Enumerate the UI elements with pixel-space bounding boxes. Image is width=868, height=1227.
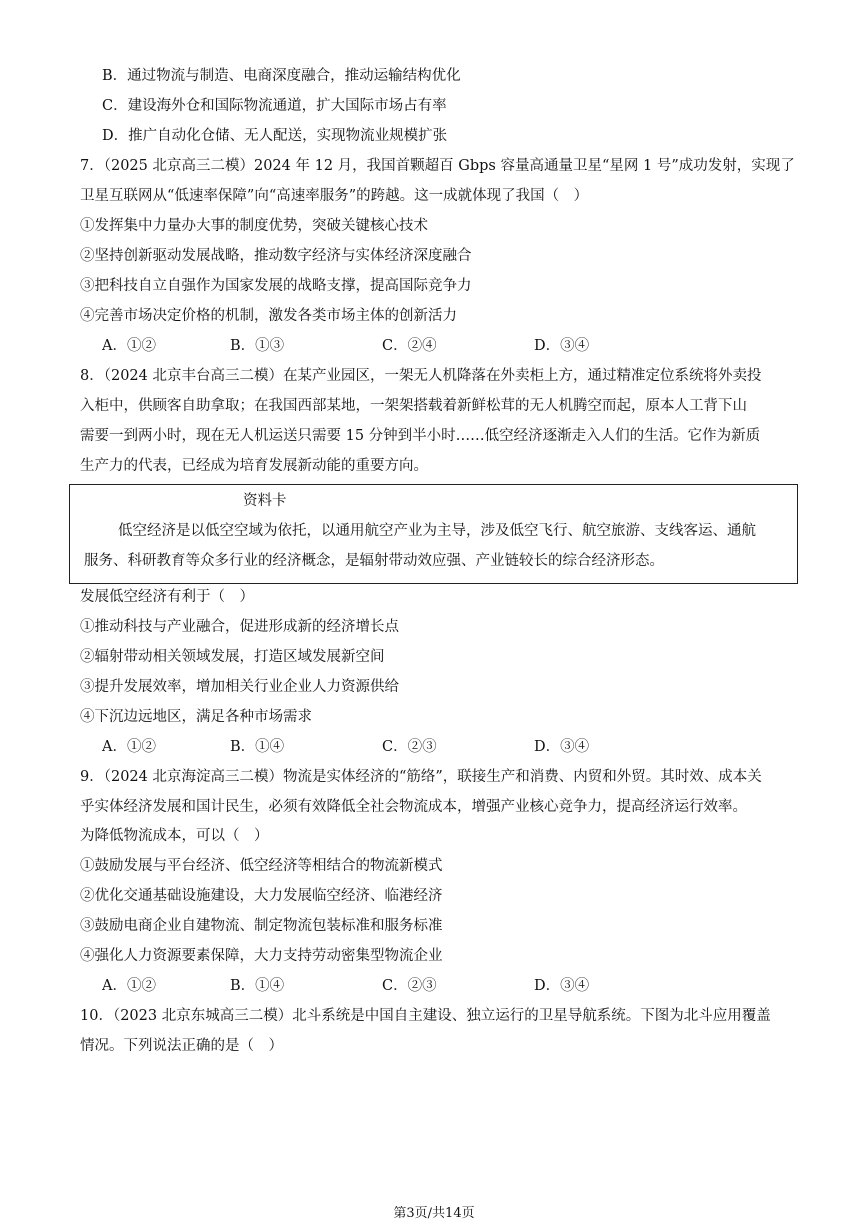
q8-statement-1: ①推动科技与产业融合，促进形成新的经济增长点 bbox=[80, 619, 399, 635]
q9-statement-4: ④强化人力资源要素保障，大力支持劳动密集型物流企业 bbox=[80, 948, 443, 964]
q7-option-d: D．③④ bbox=[534, 338, 590, 354]
q7-statement-4: ④完善市场决定价格的机制，激发各类市场主体的创新活力 bbox=[80, 308, 457, 324]
q7-statement-2: ②坚持创新驱动发展战略，推动数字经济与实体经济深度融合 bbox=[80, 248, 472, 264]
q9-statement-1: ①鼓励发展与平台经济、低空经济等相结合的物流新模式 bbox=[80, 858, 443, 874]
q9-option-a: A．①② bbox=[102, 978, 156, 994]
q9-stem-line-1: 9．（2024 北京海淀高三二模）物流是实体经济的“筋络”，联接生产和消费、内贸和外贸。其时效、成本关 bbox=[80, 769, 762, 785]
q8-question: 发展低空经济有利于（ ） bbox=[80, 589, 254, 605]
q6-option-d: D．推广自动化仓储、无人配送，实现物流业规模扩张 bbox=[102, 128, 448, 144]
q9-option-d: D．③④ bbox=[534, 978, 590, 994]
q8-stem-line-1: 8．（2024 北京丰台高三二模）在某产业园区，一架无人机降落在外卖柜上方，通过精准定位系统将外卖投 bbox=[80, 368, 762, 384]
q8-statement-3: ③提升发展效率，增加相关行业企业人力资源供给 bbox=[80, 679, 399, 695]
info-card-title: 资料卡 bbox=[243, 493, 287, 509]
q9-stem-line-3: 为降低物流成本，可以（ ） bbox=[80, 828, 269, 844]
q9-option-b: B．①④ bbox=[230, 978, 285, 994]
q8-statement-2: ②辐射带动相关领域发展，打造区域发展新空间 bbox=[80, 649, 385, 665]
q9-statement-3: ③鼓励电商企业自建物流、制定物流包装标准和服务标准 bbox=[80, 918, 443, 934]
q8-option-c: C．②③ bbox=[382, 739, 437, 755]
q6-option-b: B．通过物流与制造、电商深度融合，推动运输结构优化 bbox=[102, 68, 461, 84]
q7-statement-3: ③把科技自立自强作为国家发展的战略支撑，提高国际竞争力 bbox=[80, 278, 472, 294]
q8-stem-line-4: 生产力的代表，已经成为培育发展新动能的重要方向。 bbox=[80, 458, 428, 474]
info-card bbox=[69, 484, 798, 584]
q7-statement-1: ①发挥集中力量办大事的制度优势，突破关键核心技术 bbox=[80, 218, 428, 234]
q7-option-b: B．①③ bbox=[230, 338, 285, 354]
info-card-line-2: 服务、科研教育等众多行业的经济概念，是辐射带动效应强、产业链较长的综合经济形态。 bbox=[84, 553, 664, 569]
q9-options bbox=[102, 976, 802, 996]
q9-statement-2: ②优化交通基础设施建设，大力发展临空经济、临港经济 bbox=[80, 888, 443, 904]
q8-option-d: D．③④ bbox=[534, 739, 590, 755]
q8-option-a: A．①② bbox=[102, 739, 156, 755]
page-footer: 第3页/共14页 bbox=[393, 1206, 475, 1221]
q10-stem-line-2: 情况。下列说法正确的是（ ） bbox=[80, 1038, 283, 1054]
q9-stem-line-2: 乎实体经济发展和国计民生，必须有效降低全社会物流成本，增强产业核心竞争力，提高经济运行效率。 bbox=[80, 799, 747, 815]
q8-stem-line-3: 需要一到两小时，现在无人机运送只需要 15 分钟到半小时……低空经济逐渐走入人们的生活。它作为新质 bbox=[80, 428, 761, 444]
q8-statement-4: ④下沉边远地区，满足各种市场需求 bbox=[80, 709, 312, 725]
q8-options bbox=[102, 737, 802, 757]
q9-option-c: C．②③ bbox=[382, 978, 437, 994]
q7-stem-line-2: 卫星互联网从“低速率保障”向“高速率服务”的跨越。这一成就体现了我国（ ） bbox=[80, 188, 589, 204]
q7-options bbox=[102, 336, 802, 356]
q7-option-a: A．①② bbox=[102, 338, 156, 354]
q7-option-c: C．②④ bbox=[382, 338, 437, 354]
q8-option-b: B．①④ bbox=[230, 739, 285, 755]
q8-stem-line-2: 入柜中，供顾客自助拿取；在我国西部某地，一架架搭载着新鲜松茸的无人机腾空而起，原本人工背下山 bbox=[80, 398, 747, 414]
info-card-line-1: 低空经济是以低空空域为依托，以通用航空产业为主导，涉及低空飞行、航空旅游、支线客运、通航 bbox=[118, 523, 756, 539]
q7-stem-line-1: 7．（2025 北京高三二模）2024 年 12 月，我国首颗超百 Gbps 容量高通量卫星“星网 1 号”成功发射，实现了 bbox=[80, 158, 795, 174]
q6-option-c: C．建设海外仓和国际物流通道，扩大国际市场占有率 bbox=[102, 98, 447, 114]
q10-stem-line-1: 10．（2023 北京东城高三二模）北斗系统是中国自主建设、独立运行的卫星导航系统。下图为北斗应用覆盖 bbox=[80, 1008, 771, 1024]
